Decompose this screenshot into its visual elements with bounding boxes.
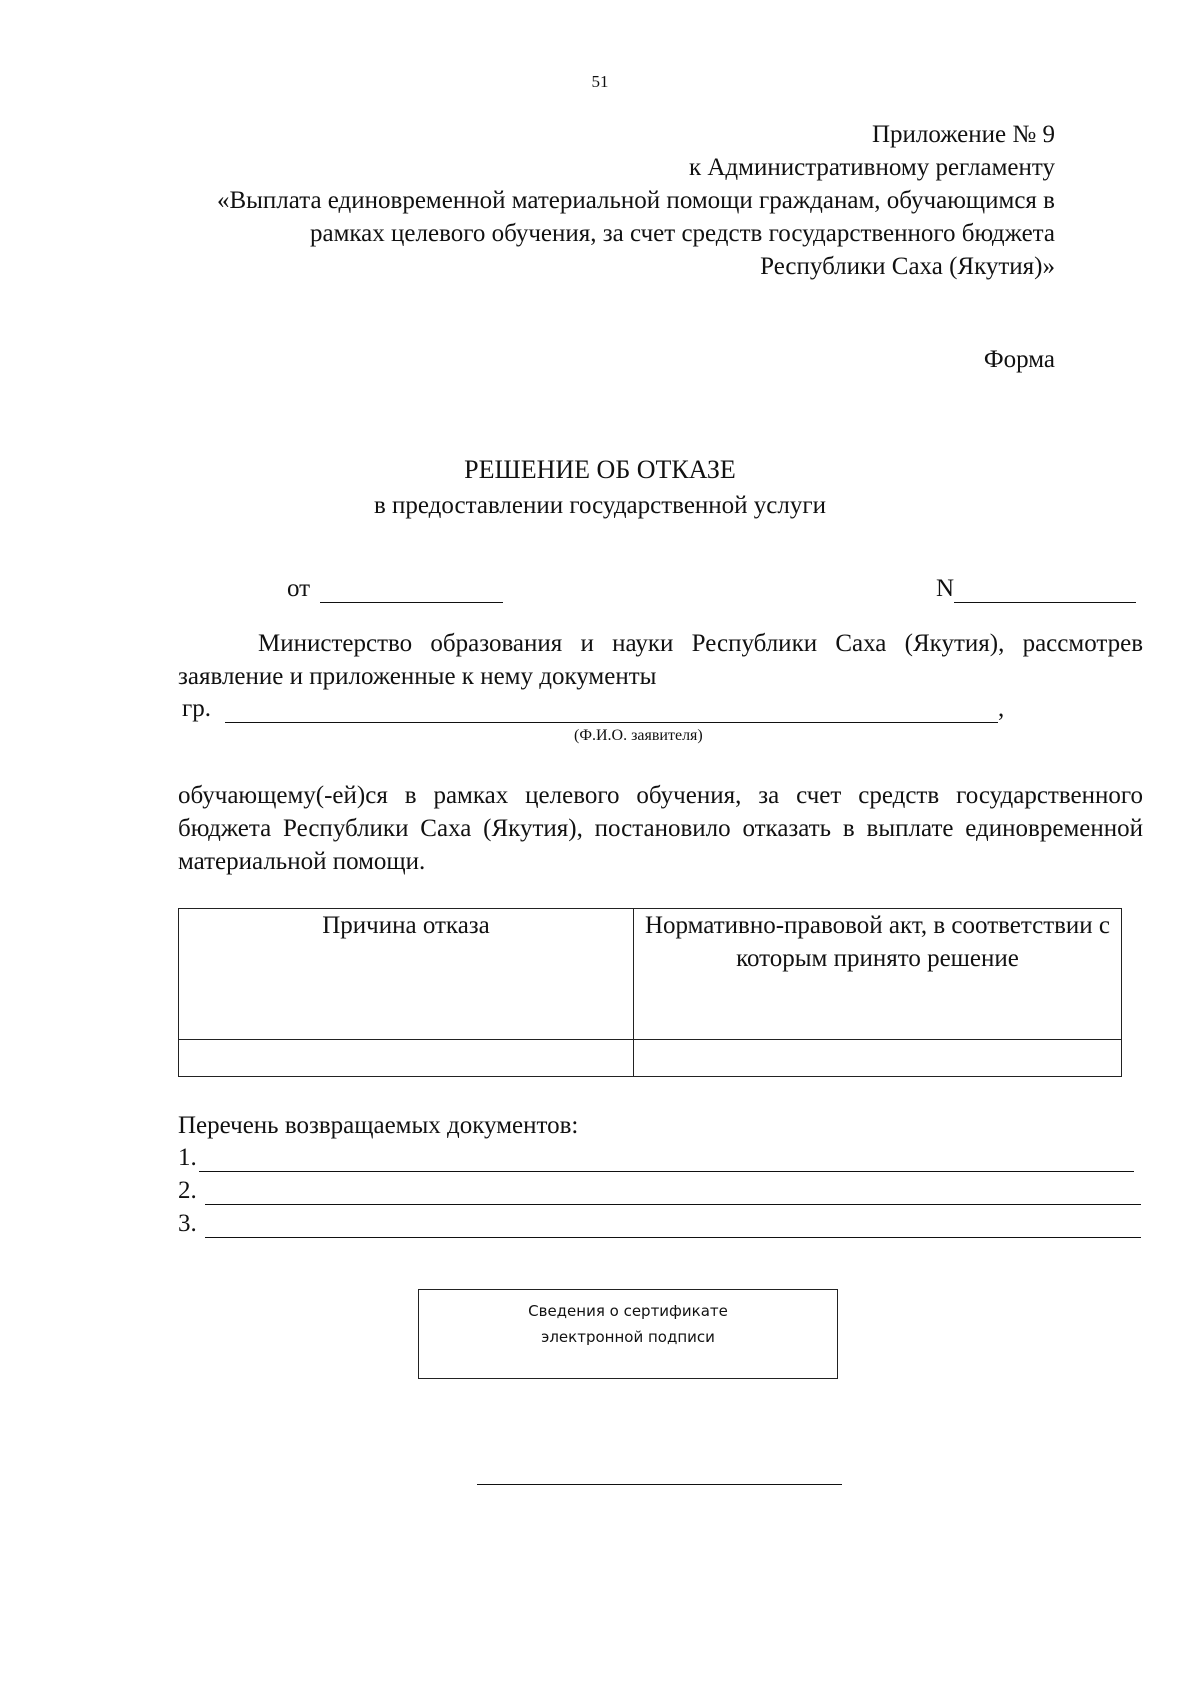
document-title: РЕШЕНИЕ ОБ ОТКАЗЕ	[464, 455, 736, 484]
returned-document-number: 1.	[178, 1144, 197, 1171]
returned-document-field-2[interactable]	[205, 1180, 1141, 1205]
number-label: N	[936, 575, 955, 602]
table-header-legal-act: Нормативно-правовой акт, в соответствии с которым принято решение	[634, 909, 1122, 1040]
appendix-line: Республики Саха (Якутия)»	[760, 253, 1055, 280]
signature-box-line: Сведения о сертификате	[528, 1302, 728, 1320]
appendix-header	[155, 118, 1055, 283]
refusal-reasons-table	[178, 908, 1122, 1077]
returned-document-field-1[interactable]	[199, 1147, 1134, 1172]
number-row	[936, 575, 1136, 603]
table-header-row	[179, 909, 1122, 1040]
returned-document-line-3	[178, 1210, 1141, 1238]
signature-line[interactable]	[477, 1484, 842, 1485]
appendix-line: Приложение № 9	[871, 121, 1055, 148]
citizen-prefix: гр.	[182, 695, 212, 722]
form-label: Форма	[983, 346, 1055, 373]
table-row	[179, 1040, 1122, 1077]
citizen-caption: (Ф.И.О. заявителя)	[574, 727, 703, 744]
appendix-line: к Административному регламенту	[688, 154, 1055, 181]
date-row	[287, 575, 503, 603]
appendix-line: рамках целевого обучения, за счет средств государственного бюджета	[310, 220, 1055, 247]
returned-document-line-1	[178, 1144, 1134, 1172]
returned-documents-title: Перечень возвращаемых документов:	[178, 1112, 579, 1139]
document-subtitle: в предоставлении государственной услуги	[373, 492, 827, 519]
citizen-name-field[interactable]	[225, 698, 998, 723]
citizen-row	[182, 695, 1004, 723]
table-cell-reason[interactable]	[179, 1040, 634, 1077]
citizen-suffix: ,	[998, 695, 1005, 722]
decision-paragraph: обучающему(-ей)ся в рамках целевого обучения, за счет средств государственного бюджета Республики Саха (Якутия), постановило отказать в выплате единовременной материальной помощи.	[178, 782, 1143, 875]
e-signature-certificate-box	[418, 1289, 838, 1379]
returned-document-field-3[interactable]	[205, 1213, 1141, 1238]
returned-document-number: 2.	[178, 1177, 197, 1204]
signature-box-line: электронной подписи	[541, 1328, 715, 1346]
number-field[interactable]	[954, 578, 1136, 603]
date-label: от	[287, 575, 311, 602]
table-cell-legal-act[interactable]	[634, 1040, 1122, 1077]
appendix-line: «Выплата единовременной материальной помощи гражданам, обучающимся в	[216, 187, 1055, 214]
ministry-paragraph: Министерство образования и науки Республики Саха (Якутия), рассмотрев заявление и приложенные к нему документы	[178, 630, 1143, 690]
table-header-reason: Причина отказа	[179, 909, 634, 1040]
page-number: 51	[591, 72, 609, 91]
date-field[interactable]	[320, 578, 503, 603]
returned-document-number: 3.	[178, 1210, 197, 1237]
returned-document-line-2	[178, 1177, 1141, 1205]
